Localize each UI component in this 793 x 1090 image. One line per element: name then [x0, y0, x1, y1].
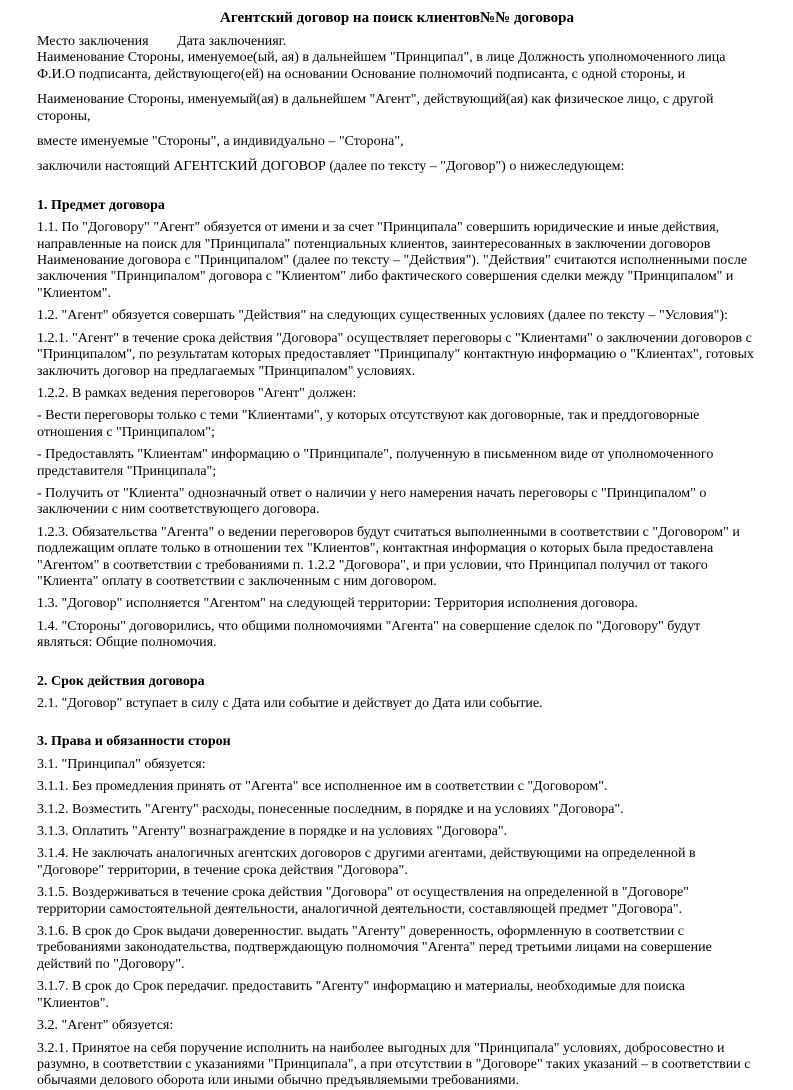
list-item-obtain-answer: - Получить от "Клиента" однозначный ответ о наличии у него намерения начать переговоры с "Принципалом" о заключении с ним соответствующего договора. [37, 485, 707, 518]
preamble [37, 34, 757, 176]
conclusion-clause: заключили настоящий АГЕНТСКИЙ ДОГОВОР (далее по тексту – "Договор") о нижеследующем: [37, 159, 625, 175]
clause-1-4: 1.4. "Стороны" договорились, что общими полномочиями "Агента" на совершение сделок по "Договору" будут являться: Общие полномочия. [37, 618, 701, 651]
clause-3-1: 3.1. "Принципал" обязуется: [37, 756, 206, 772]
clause-3-1-5: 3.1.5. Воздерживаться в течение срока действия "Договора" от осуществления на определенной в "Договоре" территории самостоятельной деятельности, аналогичной деятельности, составляющей предмет "Договора". [37, 885, 689, 917]
list-item-negotiate-only: - Вести переговоры только с теми "Клиентами", у которых отсутствуют как договорные, так и преддоговорные отношения с "Принципалом"; [37, 408, 700, 440]
section-1-heading: 1. Предмет договора [37, 197, 165, 213]
clause-3-2: 3.2. "Агент" обязуется: [37, 1018, 174, 1034]
clause-3-1-3: 3.1.3. Оплатить "Агенту" вознаграждение в порядке и на условиях "Договора". [37, 824, 508, 840]
section-3-heading: 3. Права и обязанности сторон [37, 734, 231, 750]
clause-3-1-1: 3.1.1. Без промедления принять от "Агента" все исполненное им в соответствии с "Договором". [37, 779, 608, 795]
clause-1-1: 1.1. По "Договору" "Агент" обязуется от имени и за счет "Принципала" совершить юридические и иные действия, направленные на поиск для "Принципала" потенциальных клиентов, заинтересованных в заключении договоров Наименование договора с "Принципалом" (далее по тексту – "Действия"). "Действия" считаются исполненными после заключения "Принципалом" договора с "Клиентом" либо фактического совершения сделки между "Принципалом" и "Клиентом". [37, 220, 748, 301]
clause-1-2-3: 1.2.3. Обязательства "Агента" о ведении переговоров будут считаться выполненными в соответствии с "Договором" и подлежащим оплате только в отношении тех "Клиентов", контактная информация о которых была предоставлена "Агентом" в соответствии с требованиями п. 1.2.2 "Договора", и при условии, что Принципал получил от такого "Клиента" оплату в соответствии с заключенным с ним договором. [37, 524, 740, 589]
clause-3-1-6: 3.1.6. В срок до Срок выдачи доверенностиг. выдать "Агенту" доверенность, оформленную в соответствии с требованиями законодательства, подтверждающую полномочия "Агента" перед третьими лицами на совершение действий по "Договору". [37, 924, 712, 972]
clause-1-2-2: 1.2.2. В рамках ведения переговоров "Агент" должен: [37, 385, 357, 401]
party-principal-clause: Наименование Стороны, именуемое(ый, ая) в дальнейшем "Принципал", в лице Должность уполномоченного лица Ф.И.О подписанта, действующего(ей) на основании Основание полномочий подписанта, с одной стороны, и [37, 50, 726, 82]
place-of-conclusion: Место заключения [37, 34, 149, 49]
clause-1-2-1: 1.2.1. "Агент" в течение срока действия "Договора" осуществляет переговоры с "Клиентами" о заключении договоров с "Принципалом", по результатам которых предоставляет "Принципалу" контактную информацию о "Клиентах", готовых заключить договор на предлагаемых "Принципалом" условиях. [37, 330, 754, 379]
clause-3-1-4: 3.1.4. Не заключать аналогичных агентских договоров с другими агентами, действующими на определенной в "Договоре" территории, в течение срока действия "Договора". [37, 846, 696, 878]
clause-1-2: 1.2. "Агент" обязуется совершать "Действия" на следующих существенных условиях (далее по тексту – "Условия"): [37, 308, 728, 324]
clause-1-3: 1.3. "Договор" исполняется "Агентом" на следующей территории: Территория исполнения договора. [37, 596, 638, 612]
clause-2-1: 2.1. "Договор" вступает в силу с Дата или событие и действует до Дата или событие. [37, 696, 543, 711]
clause-3-1-7: 3.1.7. В срок до Срок передачиг. предоставить "Агенту" информацию и материалы, необходимые для поиска "Клиентов". [37, 979, 685, 1011]
party-agent-clause: Наименование Стороны, именуемый(ая) в дальнейшем "Агент", действующий(ая) как физическое лицо, с другой стороны, [37, 92, 714, 124]
place-date-line [37, 34, 757, 50]
clause-3-1-2: 3.1.2. Возместить "Агенту" расходы, понесенные последним, в порядке и на условиях "Договора". [37, 801, 624, 817]
date-of-conclusion: Дата заключенияг. [177, 34, 287, 49]
clause-3-2-1: 3.2.1. Принятое на себя поручение исполнить на наиболее выгодных для "Принципала" условиях, добросовестно и разумно, в соответствии с указаниями "Принципала", а при отсутствии в "Договоре" таких указаний – в соответствии с обычаями делового оборота или иными обычно предъявляемыми требованиями. [37, 1040, 751, 1089]
parties-together-clause: вместе именуемые "Стороны", а индивидуально – "Сторона", [37, 134, 404, 150]
document-title: Агентский договор на поиск клиентов№№ договора [220, 10, 574, 26]
list-item-provide-info: - Предоставлять "Клиентам" информацию о "Принципале", полученную в письменном виде от уполномоченного представителя "Принципала"; [37, 447, 714, 479]
section-2-heading: 2. Срок действия договора [37, 673, 205, 689]
